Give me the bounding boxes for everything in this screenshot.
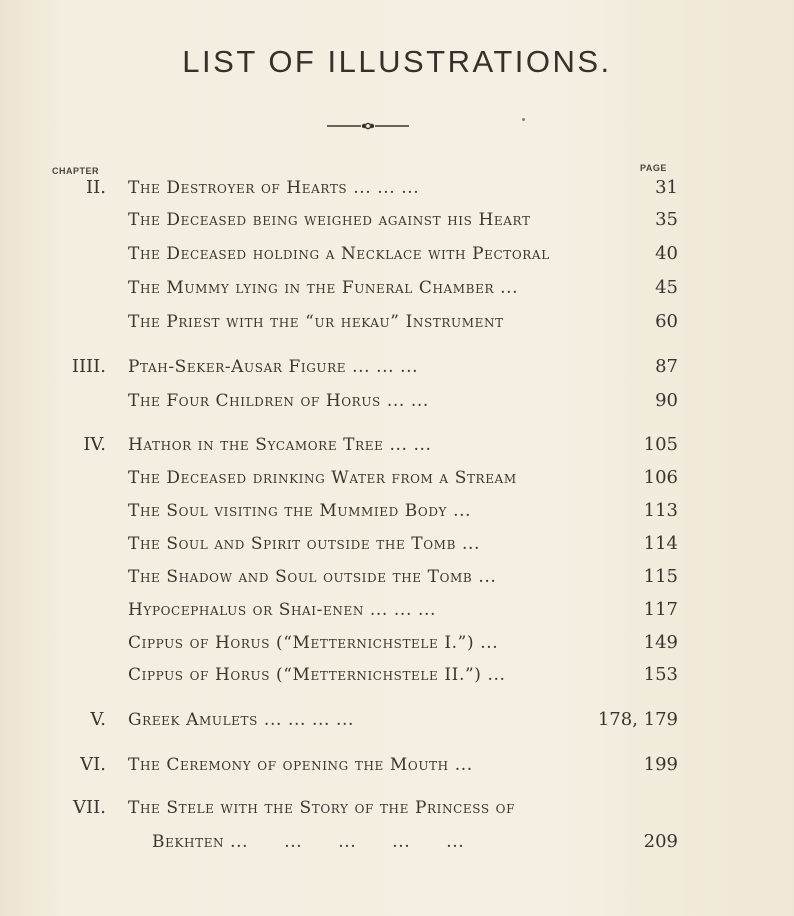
list-row [0,709,794,739]
page-number: 105 [643,434,678,455]
page-number: 117 [643,599,678,620]
illustration-title: The Soul visiting the Mummied Body ... [128,501,472,521]
list-row [0,533,794,563]
illustration-title: The Priest with the “ur hekau” Instrument [128,312,504,332]
page-number: 40 [655,243,678,264]
chapter-number: IIII. [71,356,106,377]
chapter-column-header: CHAPTER [52,166,100,176]
page-number: 153 [643,664,678,685]
illustration-title: The Four Children of Horus ... ... [128,391,429,411]
illustration-title: The Ceremony of opening the Mouth ... [128,755,473,775]
illustration-title: Hypocephalus or Shai-enen ... ... ... [128,600,436,620]
illustration-title: Ptah-Seker-Ausar Figure ... ... ... [128,357,419,377]
illustration-title: The Mummy lying in the Funeral Chamber ... [128,278,519,298]
page-number: 45 [655,277,678,298]
list-row [0,243,794,273]
list-row [0,599,794,629]
list-row [0,467,794,497]
list-row [0,434,794,464]
list-row [0,500,794,530]
page-number: 113 [643,500,678,521]
stray-mark [522,118,525,121]
list-row [0,664,794,694]
illustration-title: The Deceased being weighed against his Heart [128,210,531,230]
list-row [0,356,794,386]
illustration-title: The Stele with the Story of the Princess of [128,798,516,818]
page-number: 199 [643,754,678,775]
illustration-title: The Destroyer of Hearts ... ... ... [128,178,420,198]
list-row [0,277,794,307]
list-row [0,177,794,207]
ornament-divider-icon [327,119,409,133]
illustration-title: The Shadow and Soul outside the Tomb ... [128,567,497,587]
chapter-number: V. [90,709,106,730]
chapter-number: VI. [80,754,106,775]
chapter-number: VII. [73,797,106,818]
illustration-title: The Soul and Spirit outside the Tomb ... [128,534,481,554]
illustration-title: The Deceased holding a Necklace with Pectoral [128,244,550,264]
list-row [0,797,794,827]
page-number: 115 [643,566,678,587]
page-number: 60 [655,311,678,332]
chapter-number: II. [86,177,106,198]
page-number: 209 [643,831,678,852]
page-title: LIST OF ILLUSTRATIONS. [182,44,612,79]
list-row [0,566,794,596]
illustration-title: Cippus of Horus (“Metternichstele II.”) ... [128,665,506,685]
list-row [0,754,794,784]
illustration-title: Cippus of Horus (“Metternichstele I.”) ... [128,633,499,653]
page-column-header: PAGE [640,163,667,173]
list-row [0,311,794,341]
illustration-title: Bekhten ... ... ... ... ... [128,832,465,852]
page-number: 106 [643,467,678,488]
illustration-title: Hathor in the Sycamore Tree ... ... [128,435,432,455]
chapter-number: IV. [83,434,106,455]
illustration-title: Greek Amulets ... ... ... ... [128,710,354,730]
list-row [0,632,794,662]
list-row [0,831,794,861]
page-number: 149 [643,632,678,653]
list-row [0,209,794,239]
page-number: 87 [655,356,678,377]
page-number: 90 [655,390,678,411]
page-number: 114 [643,533,678,554]
page-number: 31 [655,177,678,198]
page-number: 178, 179 [597,709,678,730]
page-number: 35 [655,209,678,230]
list-row [0,390,794,420]
illustration-title: The Deceased drinking Water from a Stream [128,468,517,488]
